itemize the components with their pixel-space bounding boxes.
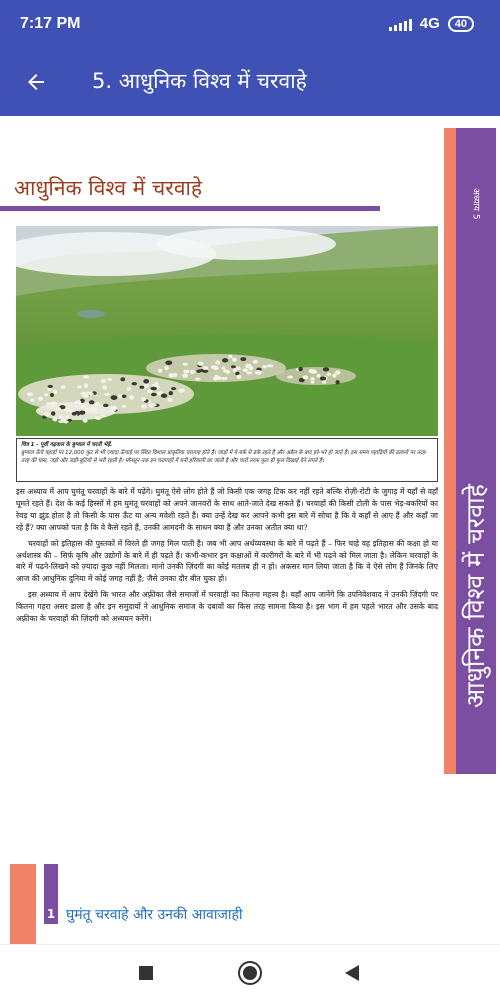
paragraph: चरवाहों को इतिहास की पुस्तकों में विरले ही जगह मिल पाती है। जब भी आप अर्थव्यवस्था के बारे में पढ़ते हैं – फिर चाहे वह इतिहास की कक्षा हो या अर्थशास्त्र की – सिर्फ़ कृषि और उद्योगों के बारे में ही पढ़ते हैं। कभी-कभार इन कक्षाओं में कारीगरों के बारे में भी पढ़ने को मिल जाता है। लेकिन चरवाहों के बारे में पढ़ने-लिखने को ज़्यादा कुछ नहीं मिलता। मानो उनकी ज़िंदगी का कोई मतलब ही न हो। अकसर मान लिया जाता है कि वे ऐसे लोग हैं जिनके लिए आज की आधुनिक दुनिया में कोई जगह नहीं है; जैसे उनका दौर बीत चुका हो।	[16, 538, 438, 584]
sheep-mark	[228, 355, 232, 359]
paragraph: इस अध्याय में आप देखेंगे कि भारत और अफ़्रीका जैसे समाजों में चरवाही का कितना महत्त्व है। यहाँ आप जानेंगे कि उपनिवेशवाद ने उनकी ज़िंदगी पर कितना गहरा असर डाला है और इन समुदायों ने आधुनिक समाज के दबावों का किस तरह सामना किया है। इस भाग में हम पहले भारत और उसके बाद अफ़्रीका के चरवाहों की ज़िंदगी को अध्ययन करेंगे।	[16, 590, 438, 624]
sheep-mark	[111, 406, 118, 411]
sheep-mark	[161, 394, 167, 398]
status-bar	[0, 0, 500, 48]
sheep-mark	[178, 389, 185, 393]
sheep-mark	[336, 380, 340, 384]
sheep-mark	[222, 377, 228, 380]
sheep-mark	[202, 370, 208, 373]
back-triangle-icon	[343, 964, 361, 982]
sheep-mark	[84, 383, 89, 388]
sheep-mark	[203, 366, 209, 370]
side-chapter-title: आधुनिक विश्व में चरवाहे	[461, 484, 490, 708]
sheep-mark	[151, 393, 157, 397]
sheep-mark	[74, 400, 81, 404]
sheep-mark	[86, 391, 91, 394]
sheep-mark	[127, 387, 131, 391]
sheep-mark	[44, 393, 48, 396]
sheep-mark	[310, 377, 314, 380]
sheep-mark	[81, 405, 85, 409]
sheep-mark	[52, 417, 57, 422]
sheep-mark	[236, 367, 241, 371]
sheep-mark	[107, 378, 111, 381]
sheep-mark	[47, 388, 51, 392]
sheep-mark	[246, 371, 252, 374]
sheep-mark	[27, 392, 33, 396]
chapter-heading: आधुनिक विश्व में चरवाहे	[14, 176, 203, 200]
sheep-mark	[287, 376, 293, 379]
recents-square-icon	[138, 965, 154, 981]
sheep-mark	[255, 370, 262, 375]
sheep-mark	[182, 363, 188, 366]
sheep-mark	[253, 360, 258, 364]
sheep-mark	[215, 375, 219, 378]
status-indicators	[389, 15, 474, 32]
network-type: 4G	[419, 15, 440, 32]
sheep-grazing-illustration	[16, 226, 438, 436]
sheep-mark	[215, 360, 220, 364]
sheep-mark	[50, 393, 54, 397]
sheep-mark	[51, 411, 55, 416]
sheep-mark	[327, 373, 332, 377]
sheep-mark	[298, 367, 303, 371]
sheep-mark	[140, 386, 145, 389]
paragraph: इस अध्याय में आप घुमंतू चरवाहों के बारे में पढ़ेंगे। घुमंतू ऐसे लोग होते हैं जो किसी एक जगह टिक कर नहीं रहते बल्कि रोज़ी-रोटी के जुगाड़ में यहाँ से वहाँ घूमते रहते हैं। देश के कई हिस्सों में हम घुमंतू चरवाहों को अपने जानवरों के साथ आते-जाते देख सकते हैं। चरवाहों की किसी टोली के पास भेड़-बकरियों का रेवड़ या झुंड होता है तो किसी के पास ऊँट या अन्य मवेशी रहते हैं। क्या उन्हें देख कर आपने कभी इस बारे में सोचा है कि वे कहाँ से आए हैं और कहाँ जा रहे हैं? क्या आपको पता है कि वे कैसे रहते हैं, उनकी आमदनी के साधन क्या हैं और उनका अतीत क्या था?	[16, 487, 438, 532]
sheep-mark	[262, 365, 267, 368]
recents-button[interactable]	[132, 959, 160, 987]
sheep-mark	[46, 402, 51, 405]
sheep-mark	[237, 375, 242, 379]
sheep-mark	[91, 407, 97, 412]
home-circle-icon	[237, 960, 263, 986]
section-title: घुमंतू चरवाहे और उनकी आवाजाही	[66, 907, 243, 923]
sheep-mark	[121, 405, 126, 408]
sheep-mark	[182, 374, 188, 378]
sheep-mark	[100, 414, 105, 417]
caption-title: चित्र 1 - पूर्वी गढ़वाल के बुग्याल में चरती भेड़ें.	[21, 442, 113, 448]
caption-body: बुग्याल ऊँचे पहाड़ों पर 12,000 फुट से भी ज़्यादा ऊँचाई पर स्थित विशाल प्राकृतिक चरागाह होते हैं। जाड़ों में ये बर्फ़ से ढके रहते हैं और अप्रैल के बाद हरे-भरे हो जाते हैं। इस समय पहाड़ियों की ढलानों पर तरह-तरह की घास, जड़ों और जड़ी-बूटियों से भरी रहती है। मॉनसून तक इन चरागाहों में घनी हरियाली छा जाती है और चारों तरफ़ फूल ही फूल दिखाई देने लगते हैं।	[21, 450, 427, 464]
nav-back-button[interactable]	[338, 959, 366, 987]
back-button[interactable]	[16, 64, 56, 100]
section-number: 1	[44, 904, 58, 924]
sheep-mark	[72, 412, 77, 416]
sheep-mark	[141, 397, 146, 401]
sheep-mark	[317, 374, 321, 378]
sheep-mark	[53, 390, 57, 395]
sheep-mark	[122, 395, 127, 398]
arrow-left-icon	[24, 70, 48, 94]
sheep-mark	[150, 387, 157, 391]
sheep-mark	[197, 362, 203, 366]
sheep-mark	[222, 358, 228, 362]
sheep-mark	[165, 366, 169, 371]
sheep-mark	[196, 370, 201, 373]
sheep-mark	[77, 385, 82, 388]
sheep-mark	[223, 369, 229, 372]
sheep-mark	[169, 391, 173, 395]
sheep-mark	[63, 420, 68, 423]
sheep-mark	[30, 398, 35, 402]
sheep-mark	[101, 379, 107, 383]
sheep-mark	[141, 404, 147, 408]
sheep-mark	[240, 357, 246, 361]
sheep-mark	[120, 377, 125, 381]
sheep-mark	[48, 385, 53, 388]
signal-icon	[389, 17, 412, 31]
sheep-mark	[171, 387, 176, 390]
sheep-mark	[56, 407, 61, 410]
sheep-mark	[158, 369, 162, 373]
sheep-mark	[129, 395, 134, 400]
sheep-mark	[132, 382, 137, 385]
home-button[interactable]	[236, 959, 264, 987]
sheep-mark	[148, 403, 154, 408]
section-marker-orange	[10, 864, 36, 944]
sheep-mark	[79, 411, 85, 415]
sheep-mark	[102, 385, 107, 389]
sheep-mark	[323, 367, 329, 371]
sheep-mark	[38, 396, 43, 401]
sheep-mark	[165, 361, 172, 366]
sheep-mark	[267, 364, 274, 367]
sheep-mark	[183, 370, 189, 374]
sheep-mark	[243, 368, 248, 372]
side-chapter-label: अध्याय 5	[470, 188, 481, 220]
sheep-mark	[190, 370, 195, 375]
app-title: 5. आधुनिक विश्व में चरवाहे	[92, 69, 307, 93]
sheep-mark	[95, 416, 102, 420]
sheep-mark	[61, 385, 66, 389]
sheep-mark	[335, 370, 341, 374]
sheep-mark	[302, 375, 308, 379]
sheep-mark	[44, 412, 49, 417]
chapter-body	[16, 486, 438, 629]
sheep-mark	[83, 419, 88, 423]
sheep-mark	[322, 380, 326, 383]
sheep-mark	[232, 358, 237, 362]
sheep-mark	[59, 415, 64, 419]
navigation-bar	[0, 944, 500, 1000]
battery-icon: 40	[448, 16, 474, 32]
heading-divider	[0, 206, 380, 211]
sheep-mark	[221, 366, 225, 369]
sheep-mark	[231, 365, 236, 368]
status-time: 7:17 PM	[20, 15, 81, 32]
sheep-mark	[248, 366, 253, 370]
sheep-mark	[89, 400, 95, 404]
sheep-mark	[85, 408, 91, 412]
photo-caption	[16, 438, 438, 482]
sheep-mark	[143, 379, 149, 384]
sheep-mark	[104, 393, 110, 396]
sheep-mark	[195, 378, 201, 381]
sheep-mark	[211, 366, 215, 369]
sheep-mark	[83, 375, 89, 378]
sheep-mark	[65, 415, 69, 418]
app-bar	[0, 48, 500, 116]
sheep-mark	[167, 398, 172, 402]
sheep-mark	[103, 404, 109, 407]
pasture-photo	[16, 226, 438, 436]
sheep-mark	[173, 373, 178, 377]
sheep-mark	[111, 395, 118, 400]
sheep-mark	[95, 402, 100, 406]
sheep-mark	[310, 370, 317, 374]
sheep-mark	[64, 408, 71, 412]
sheep-mark	[320, 376, 326, 380]
sheep-mark	[310, 381, 314, 384]
book-page[interactable]	[0, 116, 500, 944]
